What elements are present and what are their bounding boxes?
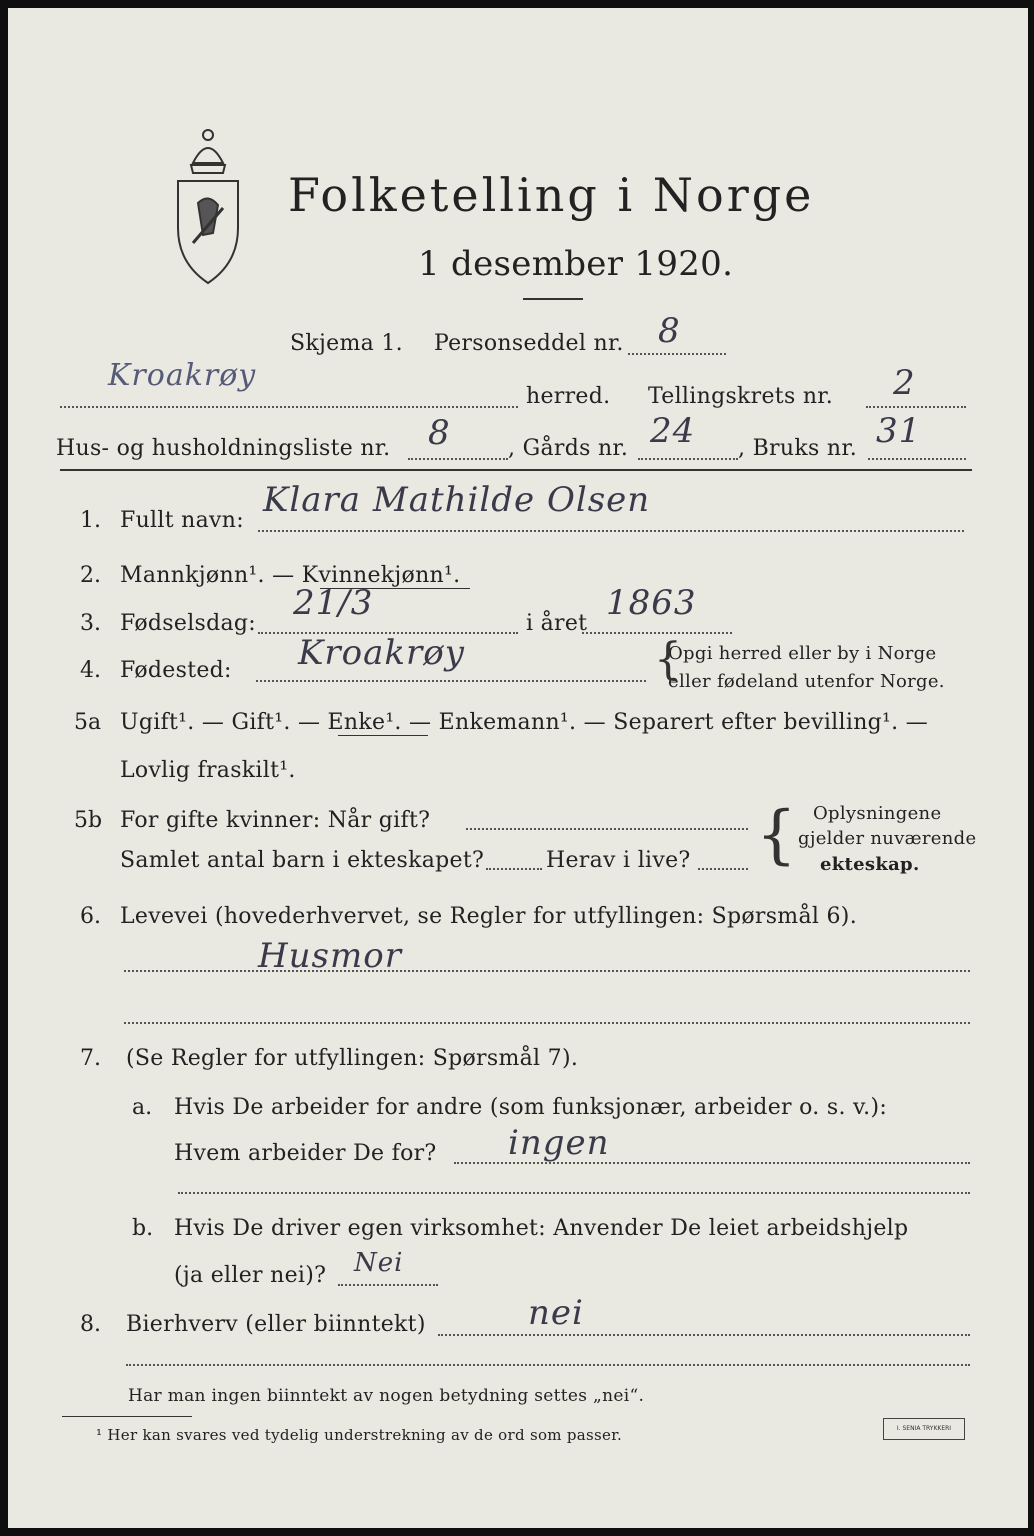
tellingskrets-line [866,406,966,408]
q5a-label-2: Lovlig fraskilt¹. [120,758,296,783]
bruks-line [868,458,966,460]
q4-note-line1: Opgi herred eller by i Norge [668,643,937,664]
note-nei: Har man ingen biinntekt av nogen betydning settes „nei“. [128,1386,645,1406]
q1-line [258,530,964,532]
q1-number: 1. [80,508,101,533]
q5b-brace: { [756,798,797,872]
skjema-label: Skjema 1. [290,331,403,356]
q6-value: Husmor [258,936,402,976]
q6-line-2 [124,1022,970,1024]
q5b-note-1: Oplysningene [813,803,942,824]
husliste-value: 8 [428,413,451,453]
q6-line-1 [124,970,970,972]
printer-stamp [883,1418,965,1440]
personseddel-line [628,353,726,355]
q4-label: Fødested: [120,658,232,683]
form-date: 1 desember 1920. [418,244,734,284]
q8-number: 8. [80,1312,101,1337]
q4-line [256,680,646,682]
q7b-number: b. [132,1216,154,1241]
husliste-label: Hus- og husholdningsliste nr. [56,436,391,461]
q5b-note-2: gjelder nuværende [798,828,977,849]
q4-brace: { [654,634,682,685]
herred-line [60,406,518,408]
q7b-line [338,1284,438,1286]
coat-of-arms-icon [163,123,253,288]
enke-underline [338,735,428,736]
q7-label: (Se Regler for utfyllingen: Spørsmål 7). [126,1046,579,1071]
gards-value: 24 [650,411,696,451]
q1-label: Fullt navn: [120,508,244,533]
q3-year-label: i året [526,611,588,636]
q3-label: Fødselsdag: [120,611,257,636]
q3-value: 21/3 [293,583,374,623]
q7-number: 7. [80,1046,101,1071]
footnote-rule [62,1416,192,1417]
footnote: ¹ Her kan svares ved tydelig understrekning av de ord som passer. [96,1426,623,1444]
q8-value: nei [528,1293,584,1333]
tellingskrets-label: Tellingskrets nr. [648,384,833,409]
q5b-note-3: ekteskap. [820,854,920,875]
q7b-value: Nei [354,1248,404,1278]
q1-value: Klara Mathilde Olsen [263,480,651,520]
census-form [8,8,1028,1528]
form-title: Folketelling i Norge [288,168,815,222]
q5b-label-2: Samlet antal barn i ekteskapet? [120,848,485,873]
q5b-number: 5b [74,808,103,833]
q8-line [438,1334,970,1336]
tellingskrets-value: 2 [893,363,916,403]
q5b-line-2 [486,868,542,870]
herred-label: herred. [526,384,611,409]
q3-year-value: 1863 [606,583,697,623]
q7a-value: ingen [508,1123,610,1163]
q8-line-2 [126,1364,970,1366]
herred-value: Kroakrøy [108,358,257,393]
q5b-label: For gifte kvinner: Når gift? [120,808,431,833]
q4-value: Kroakrøy [298,633,465,673]
personseddel-value: 8 [658,311,681,351]
q4-note-line2: eller fødeland utenfor Norge. [668,671,945,692]
q8-label: Bierhverv (eller biinntekt) [126,1312,426,1337]
header-divider [60,469,972,471]
title-divider [523,298,583,300]
q5b-label-3: Herav i live? [546,848,691,873]
q5a-number: 5a [74,710,102,735]
q7b-label: Hvis De driver egen virksomhet: Anvender De leiet arbeidshjelp [174,1216,909,1241]
q7a-label: Hvis De arbeider for andre (som funksjonær, arbeider o. s. v.): [174,1095,888,1120]
q5a-label: Ugift¹. — Gift¹. — Enke¹. — Enkemann¹. — Separert efter bevilling¹. — [120,710,929,735]
q3-number: 3. [80,611,101,636]
gards-line [638,458,738,460]
husliste-line [408,458,508,460]
q7a-number: a. [132,1095,153,1120]
q2-label: Mannkjønn¹. — Kvinnekjønn¹. [120,563,461,588]
q7b-label-2: (ja eller nei)? [174,1263,327,1288]
q4-number: 4. [80,658,101,683]
q7a-label-2: Hvem arbeider De for? [174,1141,437,1166]
bruks-value: 31 [876,411,922,451]
q2-number: 2. [80,563,101,588]
q6-number: 6. [80,904,101,929]
q5b-line [466,828,748,830]
personseddel-label: Personseddel nr. [434,331,624,356]
q6-label: Levevei (hovederhvervet, se Regler for utfyllingen: Spørsmål 6). [120,904,857,929]
gards-label: , Gårds nr. [508,436,629,461]
printer-stamp-text: I. SENIA TRYKKERI [896,1425,952,1432]
q7a-line-2 [178,1192,970,1194]
q5b-line-3 [698,868,748,870]
bruks-label: , Bruks nr. [738,436,858,461]
